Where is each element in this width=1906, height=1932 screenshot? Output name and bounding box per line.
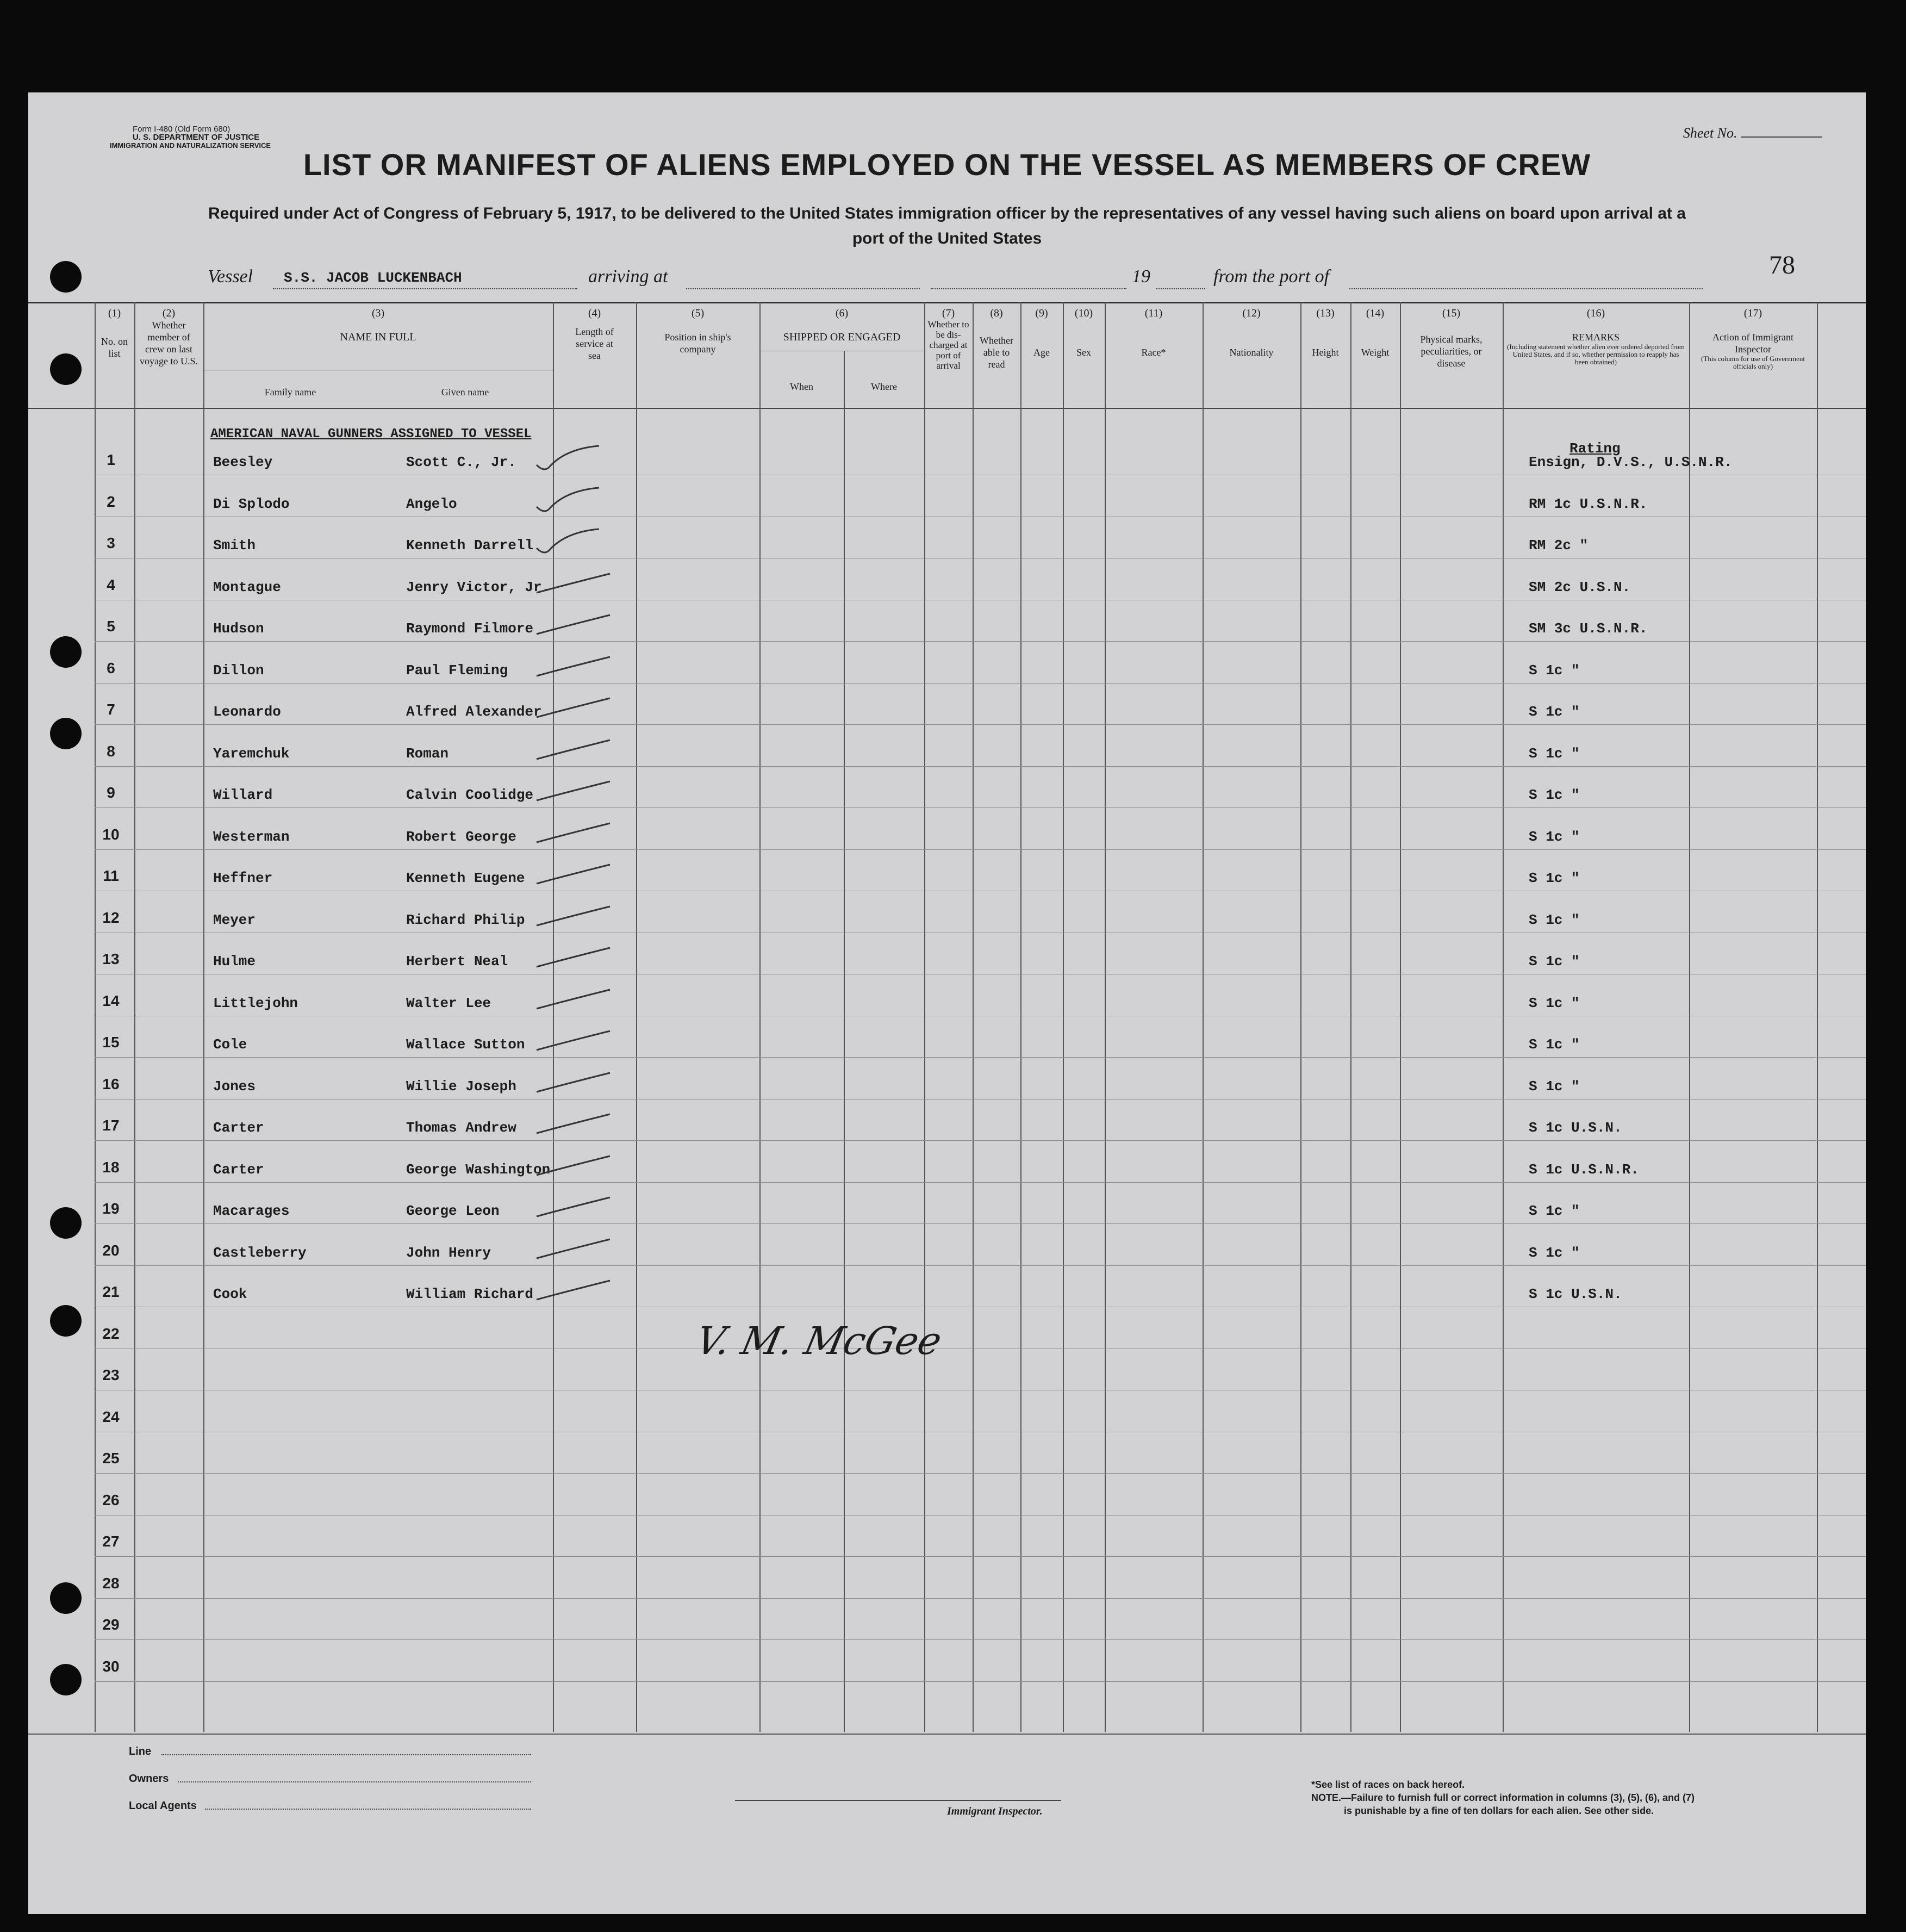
row-rule xyxy=(95,683,1866,684)
rating-remark: S 1c " xyxy=(1529,1078,1580,1095)
family-name: Littlejohn xyxy=(213,995,298,1011)
row-number: 19 xyxy=(102,1200,120,1217)
note-line1: NOTE.—Failure to furnish full or correct information in columns (3), (5), (6), and (7) xyxy=(1311,1792,1695,1803)
rating-remark: S 1c " xyxy=(1529,1203,1580,1219)
footer-notes xyxy=(1311,1778,1695,1817)
check-mark-icon xyxy=(534,526,615,559)
given-name: Scott C., Jr. xyxy=(406,454,516,470)
row-number: 26 xyxy=(102,1491,120,1508)
sheet-number xyxy=(1683,125,1822,141)
given-name: Thomas Andrew xyxy=(406,1120,516,1136)
inspector-signature: V. M. McGee xyxy=(692,1319,946,1363)
check-mark-icon xyxy=(534,1151,615,1183)
check-mark-icon xyxy=(534,651,615,684)
row-rule xyxy=(95,1057,1866,1058)
given-name: John Henry xyxy=(406,1244,491,1261)
check-mark-icon xyxy=(534,818,615,850)
rating-remark: S 1c " xyxy=(1529,870,1580,886)
row-number: 29 xyxy=(102,1616,120,1633)
given-name: Kenneth Eugene xyxy=(406,870,525,886)
given-name: Angelo xyxy=(406,495,457,512)
rating-remark: SM 3c U.S.N.R. xyxy=(1529,620,1648,637)
col-given-name: Given name xyxy=(441,387,489,397)
row-number: 25 xyxy=(102,1450,120,1467)
row-number: 15 xyxy=(102,1034,120,1051)
page-number: 78 xyxy=(1769,251,1795,279)
given-name: Herbert Neal xyxy=(406,953,508,970)
rating-remark: S 1c " xyxy=(1529,911,1580,928)
service: IMMIGRATION AND NATURALIZATION SERVICE xyxy=(110,141,271,150)
row-rule xyxy=(95,1223,1866,1224)
family-name: Montague xyxy=(213,579,281,595)
row-rule xyxy=(95,1556,1866,1557)
check-mark-icon xyxy=(534,1192,615,1225)
check-mark-icon xyxy=(534,1026,615,1058)
col-sex: (10) Sex xyxy=(1074,307,1093,358)
punch-hole xyxy=(50,261,82,293)
row-number: 20 xyxy=(102,1241,120,1259)
family-name: Jones xyxy=(213,1078,256,1095)
vessel-name: S.S. JACOB LUCKENBACH xyxy=(284,270,462,286)
given-name: George Washington xyxy=(406,1161,551,1178)
rating-remark: S 1c U.S.N. xyxy=(1529,1120,1622,1136)
vessel-line xyxy=(208,266,1708,294)
family-name: Macarages xyxy=(213,1203,290,1219)
rating-remark: S 1c " xyxy=(1529,745,1580,762)
row-number: 13 xyxy=(102,951,120,967)
col-inspector: (17) Action of Immigrant Inspector (This column for use of Government officials only) xyxy=(1701,307,1805,370)
col-length-service: (4) Length of service at sea xyxy=(575,307,614,361)
rating-remark: S 1c " xyxy=(1529,828,1580,845)
row-number: 8 xyxy=(107,742,115,760)
check-mark-icon xyxy=(534,568,615,601)
check-mark-icon xyxy=(534,693,615,725)
row-rule xyxy=(95,1473,1866,1474)
sheet-label: Sheet No. xyxy=(1683,125,1737,141)
check-mark-icon xyxy=(534,942,615,975)
family-name: Carter xyxy=(213,1161,264,1178)
given-name: Walter Lee xyxy=(406,995,491,1011)
row-number: 27 xyxy=(102,1533,120,1550)
row-rule xyxy=(95,641,1866,642)
family-name: Beesley xyxy=(213,454,273,470)
row-number: 1 xyxy=(107,451,115,468)
row-number: 17 xyxy=(102,1117,120,1134)
vessel-label: Vessel xyxy=(208,266,253,287)
row-rule xyxy=(95,1639,1866,1640)
rating-remark: S 1c " xyxy=(1529,787,1580,803)
from-label: from the port of xyxy=(1213,266,1330,287)
col-position: (5) Position in ship's company xyxy=(664,307,731,355)
col-height: (13) Height xyxy=(1312,307,1339,358)
family-name: Heffner xyxy=(213,870,273,886)
given-name: Wallace Sutton xyxy=(406,1036,525,1053)
races-note: *See list of races on back hereof. xyxy=(1311,1779,1465,1790)
given-name: Richard Philip xyxy=(406,911,525,928)
check-mark-icon xyxy=(534,485,615,518)
rating-remark: RM 2c " xyxy=(1529,537,1589,554)
check-mark-icon xyxy=(534,1234,615,1266)
family-name: Meyer xyxy=(213,911,256,928)
given-name: Paul Fleming xyxy=(406,662,508,679)
row-number: 3 xyxy=(107,535,115,551)
check-mark-icon xyxy=(534,610,615,642)
given-name: Roman xyxy=(406,745,449,762)
row-number: 7 xyxy=(107,701,115,718)
given-name: George Leon xyxy=(406,1203,500,1219)
given-name: Raymond Filmore xyxy=(406,620,534,637)
given-name: Kenneth Darrell xyxy=(406,537,534,554)
check-mark-icon xyxy=(534,1067,615,1100)
row-rule xyxy=(95,1140,1866,1141)
footer-labels xyxy=(129,1745,197,1827)
row-rule xyxy=(95,1182,1866,1183)
row-number: 21 xyxy=(102,1283,120,1300)
col-last-voyage: (2) Whether member of crew on last voyage to U.S. xyxy=(140,307,198,366)
rating-remark: S 1c U.S.N. xyxy=(1529,1286,1622,1302)
row-rule xyxy=(95,1265,1866,1266)
row-number: 11 xyxy=(103,867,119,884)
form-id: Form I-480 (Old Form 680) xyxy=(133,125,231,134)
rating-remark: S 1c " xyxy=(1529,953,1580,970)
inspector-label: Immigrant Inspector. xyxy=(947,1805,1043,1817)
section-heading: AMERICAN NAVAL GUNNERS ASSIGNED TO VESSEL xyxy=(210,427,532,442)
row-number: 22 xyxy=(102,1325,120,1342)
department: U. S. DEPARTMENT OF JUSTICE xyxy=(133,133,260,142)
family-name: Castleberry xyxy=(213,1244,307,1261)
local-agents-label: Local Agents xyxy=(129,1800,197,1812)
check-mark-icon xyxy=(534,1109,615,1141)
row-number: 4 xyxy=(107,576,115,593)
col-nationality: (12) Nationality xyxy=(1229,307,1274,358)
row-number: 23 xyxy=(102,1366,120,1383)
col-where: Where xyxy=(871,381,897,392)
family-name: Willard xyxy=(213,787,273,803)
row-rule xyxy=(95,766,1866,767)
family-name: Smith xyxy=(213,537,256,554)
given-name: William Richard xyxy=(406,1286,534,1302)
row-number: 5 xyxy=(107,618,115,635)
row-number: 18 xyxy=(102,1158,120,1176)
row-number: 10 xyxy=(102,825,120,843)
row-number: 24 xyxy=(102,1408,120,1425)
check-mark-icon xyxy=(534,984,615,1017)
row-number: 30 xyxy=(102,1657,120,1675)
family-name: Dillon xyxy=(213,662,264,679)
row-number: 6 xyxy=(107,659,115,676)
rating-remark: S 1c " xyxy=(1529,1036,1580,1053)
note-line2: is punishable by a fine of ten dollars for each alien. See other side. xyxy=(1344,1805,1654,1816)
given-name: Calvin Coolidge xyxy=(406,787,534,803)
page-subtitle: Required under Act of Congress of February 5, 1917, to be delivered to the United States immigration officer by the representatives of any vessel having such aliens on board upon arrival at a port of the United States xyxy=(208,204,1686,247)
rating-remark: S 1c U.S.N.R. xyxy=(1529,1161,1639,1178)
col-remarks: (16) REMARKS (Including statement whether alien ever ordered deported from United States, and if so, whether permission to reapply has been obtained) xyxy=(1507,307,1685,366)
row-rule xyxy=(95,1681,1866,1682)
rating-remark: S 1c " xyxy=(1529,704,1580,720)
col-when: When xyxy=(790,381,813,392)
col-weight: (14) Weight xyxy=(1361,307,1390,358)
col-shipped: (6) SHIPPED OR ENGAGED xyxy=(783,307,901,343)
year-prefix: 19 xyxy=(1132,266,1150,287)
given-name: Jenry Victor, Jr. xyxy=(406,579,551,595)
col-age: (9) Age xyxy=(1033,307,1050,358)
row-rule xyxy=(95,849,1866,850)
family-name: Yaremchuk xyxy=(213,745,290,762)
given-name: Robert George xyxy=(406,828,516,845)
arriving-label: arriving at xyxy=(588,266,668,287)
check-mark-icon xyxy=(534,1275,615,1308)
col-able-read: (8) Whether able to read xyxy=(980,307,1013,370)
row-rule xyxy=(95,807,1866,808)
family-name: Carter xyxy=(213,1120,264,1136)
line-label: Line xyxy=(129,1745,152,1757)
manifest-sheet xyxy=(28,92,1866,1914)
rating-remark: S 1c " xyxy=(1529,1244,1580,1261)
rating-remark: S 1c " xyxy=(1529,662,1580,679)
rating-remark: SM 2c U.S.N. xyxy=(1529,579,1631,595)
family-name: Cole xyxy=(213,1036,247,1053)
col-family-name: Family name xyxy=(264,387,316,397)
col-name: (3) NAME IN FULL xyxy=(340,307,416,343)
family-name: Westerman xyxy=(213,828,290,845)
row-number: 12 xyxy=(102,909,120,926)
remarks-heading: Rating xyxy=(1569,440,1621,457)
rating-remark: RM 1c U.S.N.R. xyxy=(1529,495,1648,512)
check-mark-icon xyxy=(534,901,615,934)
check-mark-icon xyxy=(534,735,615,767)
family-name: Leonardo xyxy=(213,704,281,720)
family-name: Cook xyxy=(213,1286,247,1302)
row-number: 28 xyxy=(102,1574,120,1592)
col-race: (11) Race* xyxy=(1141,307,1166,358)
inspector-signature-line xyxy=(735,1800,1061,1801)
check-mark-icon xyxy=(534,859,615,892)
family-name: Hulme xyxy=(213,953,256,970)
rating-remark: Ensign, D.V.S., U.S.N.R. xyxy=(1529,454,1733,470)
given-name: Alfred Alexander xyxy=(406,704,542,720)
col-physical-marks: (15) Physical marks, peculiarities, or disease xyxy=(1420,307,1483,369)
family-name: Hudson xyxy=(213,620,264,637)
row-rule xyxy=(95,1598,1866,1599)
row-number: 9 xyxy=(107,784,115,801)
owners-label: Owners xyxy=(129,1773,169,1785)
row-number: 2 xyxy=(107,493,115,510)
check-mark-icon xyxy=(534,776,615,809)
form-id-block xyxy=(110,125,271,150)
row-number: 16 xyxy=(102,1075,120,1092)
page-title: LIST OR MANIFEST OF ALIENS EMPLOYED ON THE VESSEL AS MEMBERS OF CREW xyxy=(303,147,1591,182)
family-name: Di Splodo xyxy=(213,495,290,512)
given-name: Willie Joseph xyxy=(406,1078,516,1095)
col-discharged: (7) Whether to be dis-charged at port of arrival xyxy=(927,307,969,371)
row-rule xyxy=(95,724,1866,725)
col-no: (1) No. on list xyxy=(101,307,128,359)
row-number: 14 xyxy=(102,992,120,1009)
check-mark-icon xyxy=(534,443,615,476)
rating-remark: S 1c " xyxy=(1529,995,1580,1011)
